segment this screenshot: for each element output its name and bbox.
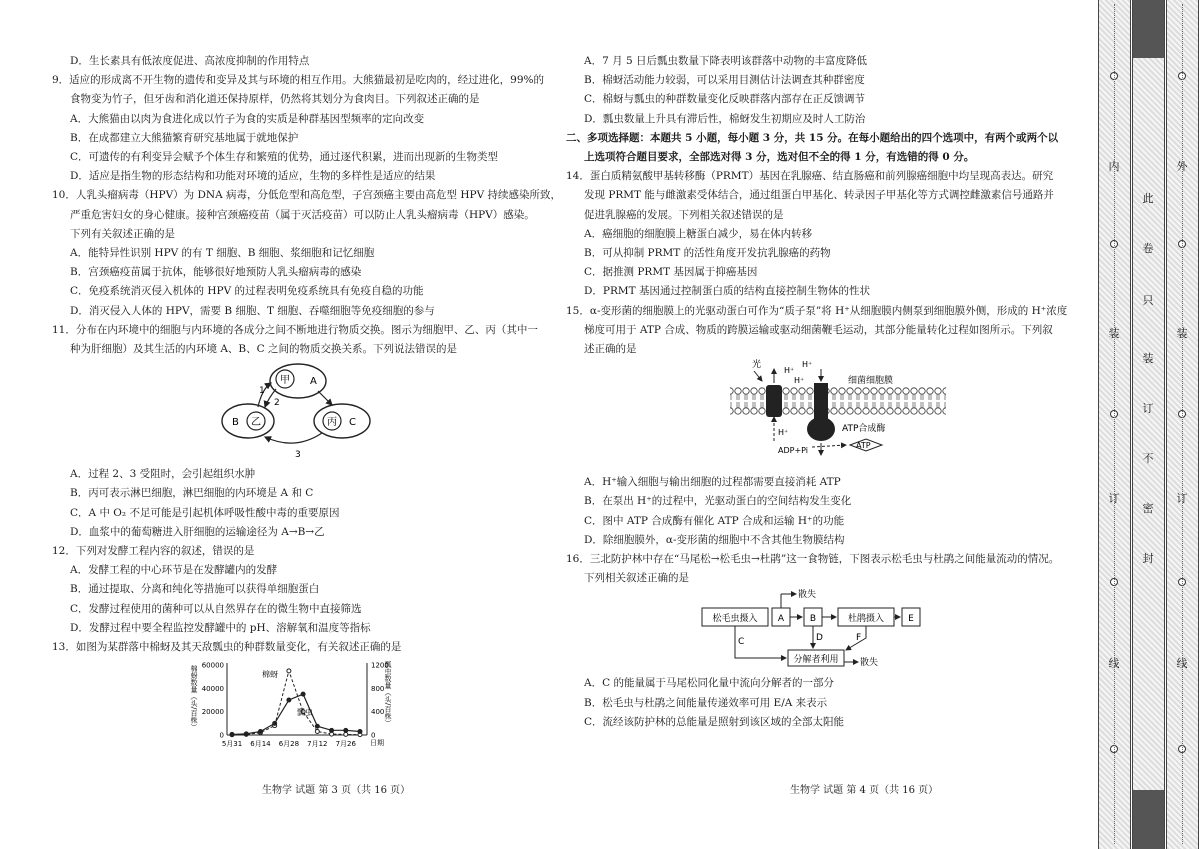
loss-1-label: 散失 [798,590,817,601]
energy-flow-diagram [566,588,1082,674]
atp-synthase-head [807,417,835,441]
binding-char: 装 [1142,352,1154,365]
left-text-line: B．丙可表示淋巴细胞，淋巴细胞的内环境是 A 和 C [70,487,314,500]
loss-2-label: 散失 [860,658,879,669]
label-c: C [738,637,745,648]
right-text-line: B．松毛虫与杜鹃之间能量传递效率可用 E/A 来表示 [584,696,828,709]
ladybug-point [344,729,348,733]
cuckoo-intake-label: 杜鹃摄入 [847,614,885,625]
right-text-line: C．图中 ATP 合成酶有催化 ATP 合成和运输 H⁺的功能 [584,514,845,527]
right-text-line: A．7 月 5 日后瓢虫数量下降表明该群落中动物的丰富度降低 [584,55,867,67]
left-text-line: B．在成都建立大熊猫繁育研究基地属于就地保护 [70,131,299,144]
binding-dotted-line [1114,4,1115,844]
left-text-block-b [52,465,554,657]
left-text-line: C．免疫系统消灭侵入机体的 HPV 的过程表明免疫系统具有免疫自稳的功能 [70,285,424,298]
h-label-2: H⁺ [794,376,805,386]
right-text-line: D．除细胞膜外，α-变形菌的细胞中不含其他生物膜结构 [584,533,845,546]
left-text-line: B．宫颈癌疫苗属于抗体，能够很好地预防人乳头瘤病毒的感染 [70,266,362,279]
binding-char: 订 [1142,402,1154,415]
cell-jia-label: 甲 [280,375,290,387]
binding-char: 不 [1142,452,1154,465]
light-label: 光 [752,360,762,371]
left-text-block-a [52,52,562,359]
adp-label: ADP+Pi [778,446,809,456]
series-ladybug-line [232,694,360,734]
right-text-block-a [566,52,1082,359]
ladybug-point [358,730,362,734]
pine-intake-label: 松毛虫摄入 [712,614,758,625]
left-text-line: 9．适应的形成离不开生物的遗传和变异及其与环境的相互作用。大熊猫最初是吃肉的，经过进化，99%的 [52,74,545,87]
series-aphid-line [232,671,360,735]
h-label-1: H⁺ [784,366,795,376]
left-text-line: C．可遗传的有利变异会赋予个体生存和繁殖的优势，通过逐代积累，进而出现新的生物类型 [70,151,499,164]
left-text-line: C．发酵过程使用的菌种可以从自然界存在的微生物中直接筛选 [70,602,362,615]
x-tick-label: 6月28 [278,740,300,749]
right-text-line: C．据推测 PRMT 基因属于抑癌基因 [584,266,758,279]
right-text-line: 上选项符合题目要求，全部选对得 3 分，选对但不全的得 1 分，有选错的得 0 分。 [584,151,975,164]
lipid-bilayer [730,387,946,415]
left-text-line: D．血浆中的葡萄糖进入肝细胞的运输途径为 A→B→乙 [70,525,325,538]
h-label-4: H⁺ [778,428,789,438]
ladybug-point [287,698,291,702]
membrane-label: 细菌细胞膜 [848,376,894,387]
left-text-line: 10．人乳头瘤病毒（HPV）为 DNA 病毒，分低危型和高危型，子宫颈癌主要由高危型 HPV 持续感染所致， [52,189,562,202]
ladybug-point [330,729,334,733]
atp-synthase-stalk [814,383,828,419]
binding-char: 密 [1142,502,1154,515]
h-label-3: H⁺ [802,360,813,370]
right-text-line: A．C 的能量属于马尾松同化量中流向分解者的一部分 [584,677,834,690]
fluid-b-label: B [232,417,239,429]
right-text-line: 14．蛋白质精氨酸甲基转移酶（PRMT）基因在乳腺癌、结直肠癌和前列腺癌细胞中均呈现高表达。研究 [566,170,1054,183]
ladybug-point [301,692,305,696]
right-column [566,52,1082,732]
right-text-line: 发现 PRMT 能与雌激素受体结合，通过组蛋白甲基化、转录因子甲基化等方式调控雌激素信号通路并 [584,189,1054,202]
right-text-line: 二、多项选择题：本题共 5 小题，每小题 3 分，共 15 分。在每小题给出的四个选项中，有两个或两个以 [566,131,1059,144]
left-text-line: C．A 中 O₂ 不足可能是引起机体呼吸性酸中毒的重要原因 [70,506,340,519]
y-left-tick-label: 60000 [201,661,224,670]
right-text-line: 15．α-变形菌的细胞膜上的光驱动蛋白可作为“质子泵”将 H⁺从细胞膜内侧泵到细胞膜外侧，形成的 H⁺浓度 [566,304,1068,317]
ladybug-point [273,722,277,726]
x-tick-label: 7月26 [335,740,356,749]
right-text-line: A．癌细胞的细胞膜上糖蛋白减少，易在体内转移 [584,227,813,240]
y-left-axis-label: 棉蚜数量（头/百株） [190,665,198,731]
right-text-block-b [566,473,1082,588]
left-text-line: D．适应是指生物的形态结构和功能对环境的适应，生物的多样性是适应的结果 [70,170,436,183]
x-tick-label: 6月14 [250,740,271,749]
left-text-line: 11．分布在内环境中的细胞与内环境的各成分之间不断地进行物质交换。图示为细胞甲、乙、丙（其中一 [52,323,538,336]
box-a-label: A [777,614,785,625]
box-b-label: B [809,614,817,625]
light-driven-protein [766,385,782,417]
right-text-line: B．棉蚜活动能力较弱，可以采用目测估计法调查其种群密度 [584,74,865,87]
x-tick-label: 7月12 [307,740,328,749]
x-axis-label: 日期 [370,739,384,748]
aphid-point [344,733,348,737]
y-left-tick-label: 0 [219,731,224,740]
y-left-tick-label: 40000 [201,685,224,694]
binding-char: 装 [1176,327,1188,340]
y-right-tick-label: 400 [371,708,385,717]
right-text-line: D．PRMT 基因通过控制蛋白质的结构直接控制生物体的性状 [584,285,870,298]
proton-pump-diagram [566,359,1082,473]
step-2-label: 2 [274,398,280,409]
population-chart [52,657,554,753]
figure-16 [566,588,1082,674]
left-text-line: 13．如图为某群落中棉蚜及其天敌瓢虫的种群数量变化，有关叙述正确的是 [52,641,402,654]
fluid-a-label: A [310,376,317,388]
atp-synthase-label: ATP合成酶 [842,424,886,435]
cell-bing-label: 丙 [327,417,337,429]
right-text-line: D．瓢虫数量上升具有滞后性，棉蚜发生初期应及时人工防治 [584,112,866,125]
left-text-line: B．通过提取、分离和纯化等措施可以获得单细胞蛋白 [70,583,320,596]
ladybug-point [230,733,234,737]
right-text-line: 梯度可用于 ATP 合成、物质的跨膜运输或驱动细菌鞭毛运动，其部分能量转化过程如图所示。下列叙 [584,323,1053,336]
box-e-label: E [908,614,914,625]
left-text-line: 种为肝细胞）及其生活的内环境 A、B、C 之间的物质交换关系。下列说法错误的是 [70,343,458,356]
step-3-label: 3 [295,450,301,461]
left-text-line: 下列有关叙述正确的是 [70,227,175,240]
figure-13 [52,657,554,753]
binding-char: 封 [1142,552,1154,565]
left-text-line: 严重危害妇女的身心健康。接种宫颈癌疫苗（属于灭活疫苗）可以防止人乳头瘤病毒（HPV）感染。 [70,208,535,221]
right-text-line: B．可从抑制 PRMT 的活性角度开发抗乳腺癌的药物 [584,247,831,260]
footer-right: 生物学 试题 第 4 页（共 16 页） [790,785,939,796]
binding-char: 外 [1176,160,1188,173]
right-text-line: 16．三北防护林中存在“马尾松→松毛虫→杜鹃”这一食物链，下图表示松毛虫与杜鹃之间能量流动的情况。 [566,553,1060,566]
binding-rail-middle [1132,0,1165,849]
figure-15 [566,359,1082,473]
right-text-line: 促进乳腺癌的发展。下列相关叙述错误的是 [584,208,784,221]
aphid-point [315,730,319,734]
binding-char: 内 [1108,160,1120,173]
ladybug-point [244,732,248,736]
y-right-tick-label: 1200 [371,661,389,670]
footer-left: 生物学 试题 第 3 页（共 16 页） [262,785,411,796]
step-1-label: 1 [259,386,265,397]
y-left-tick-label: 20000 [201,708,224,717]
series-aphid-label: 棉蚜 [262,670,278,680]
left-text-line: D．发酵过程中要全程监控发酵罐中的 pH、溶解氧和温度等指标 [70,621,371,634]
binding-char: 此 [1142,192,1154,205]
left-text-line: A．过程 2、3 受阻时，会引起组织水肿 [70,468,256,481]
binding-char: 订 [1108,492,1120,505]
left-text-line: A．能特异性识别 HPV 的有 T 细胞、B 细胞、浆细胞和记忆细胞 [70,247,375,260]
right-text-line: 下列相关叙述正确的是 [584,572,689,585]
figure-11 [52,359,554,465]
left-text-line: 12．下列对发酵工程内容的叙述，错误的是 [52,545,255,558]
binding-char: 卷 [1142,242,1154,255]
decomposer-label: 分解者利用 [793,655,839,666]
right-text-line: A．H⁺输入细胞与输出细胞的过程都需要直接消耗 ATP [584,476,841,489]
aphid-point [287,669,291,673]
y-right-tick-label: 800 [371,685,385,694]
left-text-line: 食物变为竹子，但牙齿和消化道还保持原样，仍然将其划分为食肉目。下列叙述正确的是 [70,93,480,106]
fluid-c-label: C [349,417,356,429]
right-text-line: B．在泵出 H⁺的过程中，光驱动蛋白的空间结构发生变化 [584,495,852,508]
binding-char: 线 [1108,657,1120,670]
binding-char: 装 [1108,327,1120,340]
left-column [52,52,562,753]
binding-char: 订 [1176,492,1188,505]
ladybug-point [315,725,319,729]
right-text-line: C．棉蚜与瓢虫的种群数量变化反映群落内部存在正反馈调节 [584,93,866,106]
y-right-tick-label: 0 [371,731,376,740]
label-f: F [856,633,862,644]
fluid-exchange-diagram [52,359,554,465]
cell-yi-label: 乙 [251,417,261,429]
y-right-axis-label: 瓢虫数量（头/百株） [384,661,392,727]
x-tick-label: 5月31 [221,740,243,749]
left-text-line: A．发酵工程的中心环节是在发酵罐内的发酵 [70,564,278,577]
ladybug-point [258,730,262,734]
binding-dotted-line [1182,4,1183,844]
label-d: D [816,633,823,644]
left-text-line: D．生长素具有低浓度促进、高浓度抑制的作用特点 [70,55,310,67]
binding-char: 只 [1142,294,1154,307]
left-text-line: A．大熊猫由以肉为食进化成以竹子为食的实质是种群基因型频率的定向改变 [70,112,425,125]
atp-label: ATP [856,441,871,451]
right-text-line: 述正确的是 [584,343,637,356]
binding-char: 线 [1176,657,1188,670]
right-text-block-c [566,674,1082,732]
left-text-line: D．消灭侵入人体的 HPV，需要 B 细胞、T 细胞、吞噬细胞等免疫细胞的参与 [70,304,435,317]
right-text-line: C．流经该防护林的总能量是照射到该区域的全部太阳能 [584,715,845,728]
series-ladybug-label: 瓢虫 [297,708,313,718]
